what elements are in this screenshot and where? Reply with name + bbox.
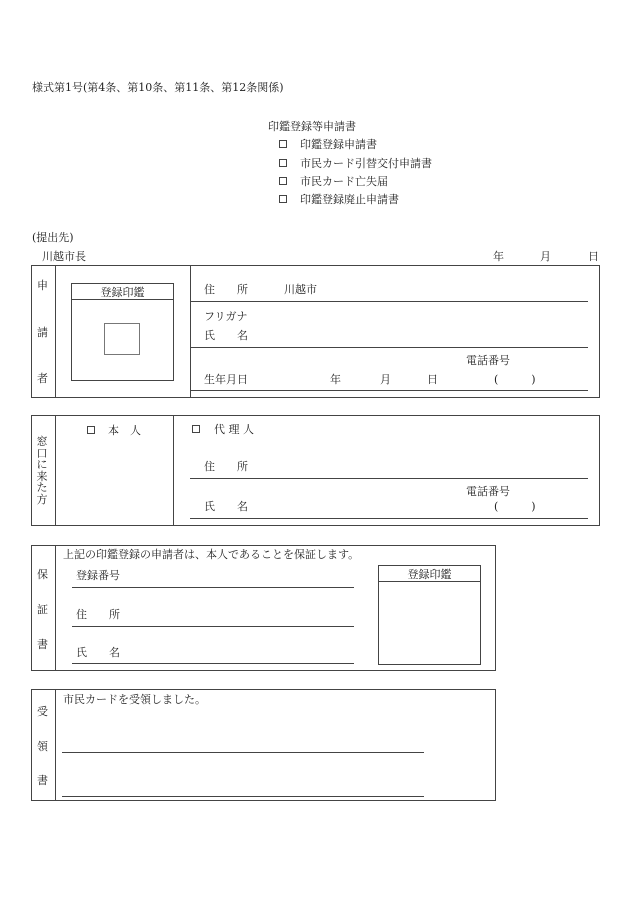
receipt-side-char-1: 受 [37,705,48,718]
applicant-seal-header-line [71,299,174,300]
guarantee-reg-no-line [72,587,354,588]
option-checkbox-2[interactable] [279,159,287,167]
guarantee-seal-header-line [378,581,481,582]
receipt-signature-line-2[interactable] [62,796,424,797]
visitor-name-label: 氏 名 [204,500,248,513]
applicant-address-value[interactable]: 川越市 [284,283,317,296]
visitor-address-label: 住 所 [204,460,248,473]
applicant-name-line [190,347,588,348]
applicant-side-divider [55,265,56,398]
visitor-address-line [190,478,588,479]
date-day-label: 日 [588,250,599,263]
option-checkbox-1[interactable] [279,140,287,148]
applicant-birth-day-label: 日 [427,373,438,386]
guarantee-side-char-2: 証 [37,603,48,616]
applicant-address-label: 住 所 [204,283,248,296]
applicant-side-char-3: 者 [37,372,48,385]
visitor-phone-label: 電話番号 [466,485,510,498]
visitor-self-checkbox[interactable] [87,426,95,434]
applicant-birth-year-label: 年 [330,373,341,386]
applicant-side-char-2: 請 [37,326,48,339]
date-year-label: 年 [493,250,504,263]
receipt-side-divider [55,689,56,801]
option-checkbox-4[interactable] [279,195,287,203]
applicant-side-char-1: 申 [37,279,48,292]
recipient: 川越市長 [42,250,86,263]
guarantee-reg-no-label: 登録番号 [76,569,120,582]
visitor-self-divider [173,415,174,526]
option-checkbox-3[interactable] [279,177,287,185]
receipt-signature-line-1[interactable] [62,752,424,753]
guarantee-name-line [72,663,354,664]
form-number: 様式第1号(第4条、第10条、第11条、第12条関係) [32,81,284,94]
date-month-label: 月 [540,250,551,263]
applicant-seal-stamp-area[interactable] [104,323,140,355]
applicant-phone-label: 電話番号 [466,354,510,367]
visitor-name-line [190,518,588,519]
option-label-2: 市民カード引替交付申請書 [300,157,432,170]
applicant-birth-label: 生年月日 [204,373,248,386]
guarantee-seal-label: 登録印鑑 [407,568,452,581]
visitor-phone-field[interactable]: ( ) [494,500,536,513]
option-label-4: 印鑑登録廃止申請書 [300,193,399,206]
applicant-birth-month-label: 月 [380,373,391,386]
receipt-side-char-2: 領 [37,740,48,753]
option-label-3: 市民カード亡失届 [300,175,388,188]
applicant-name-label: 氏 名 [204,329,248,342]
visitor-side-label: 窓 口 に 来 た 方 [36,435,48,506]
guarantee-address-label: 住 所 [76,608,120,621]
applicant-phone-field[interactable]: ( ) [494,373,536,386]
guarantee-statement: 上記の印鑑登録の申請者は、本人であることを保証します。 [63,548,360,561]
receipt-side-char-3: 書 [37,774,48,787]
form-title: 印鑑登録等申請書 [268,120,356,133]
applicant-address-line [190,301,588,302]
applicant-furigana-label: フリガナ [204,310,248,323]
guarantee-side-char-1: 保 [37,568,48,581]
guarantee-address-line [72,626,354,627]
guarantee-side-char-3: 書 [37,638,48,651]
applicant-seal-divider [190,265,191,398]
option-label-1: 印鑑登録申請書 [300,138,377,151]
visitor-agent-label: 代 理 人 [214,423,254,436]
applicant-seal-label: 登録印鑑 [100,286,145,299]
receipt-statement: 市民カードを受領しました。 [63,693,206,706]
visitor-side-divider [55,415,56,526]
guarantee-side-divider [55,545,56,671]
visitor-self-label: 本 人 [108,424,141,437]
applicant-birth-line [190,390,588,391]
guarantee-name-label: 氏 名 [76,646,120,659]
visitor-agent-checkbox[interactable] [192,425,200,433]
submit-to-label: (提出先) [32,231,74,244]
